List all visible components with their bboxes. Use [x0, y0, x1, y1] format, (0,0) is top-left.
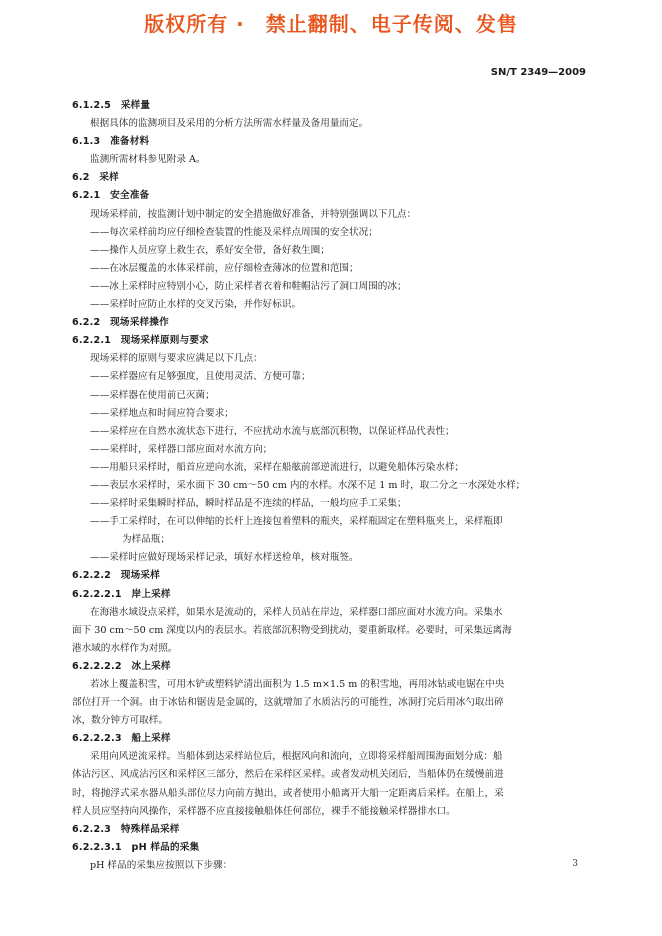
list-item: ——采样地点和时间应符合要求；: [90, 407, 234, 419]
paragraph-line: 样人员应坚持向风操作，采样器不应直接接触船体任何部位，裸手不能接触采样器排水口。: [72, 805, 456, 817]
paragraph-line: 部位打开一个洞。由于冰钻和锯齿是金属的，这就增加了水质沾污的可能性，冰洞打完后用冰勺取出碎: [72, 697, 504, 709]
page-number: 3: [572, 859, 578, 869]
list-item: ——操作人员应穿上救生衣，系好安全带，备好救生圈；: [90, 244, 330, 256]
list-item-continuation: 为样品瓶；: [122, 534, 170, 546]
section-heading: 6.1.3 准备材料: [72, 136, 150, 148]
paragraph-line: 现场采样前，按监测计划中制定的安全措施做好准备，并特别强调以下几点：: [90, 208, 417, 220]
paragraph-line: 港水域的水样作为对照。: [72, 642, 178, 654]
paragraph-line: 体沾污区、风成沾污区和采样区三部分，然后在采样区采样。或者发动机关闭后，当船体仍在缓慢前进: [72, 769, 504, 781]
list-item: ——表层水采样时，采水面下 30 cm～50 cm 内的水样。水深不足 1 m 时，取二分之一水深处水样；: [90, 479, 526, 491]
section-heading: 6.2.1 安全准备: [72, 190, 150, 202]
section-heading: 6.2.2.1 现场采样原则与要求: [72, 335, 209, 347]
section-heading: 6.2.2.2.2 冰上采样: [72, 660, 171, 672]
list-item: ——采样时，采样器口部应面对水流方向；: [90, 443, 273, 455]
document-body: [72, 97, 592, 875]
list-item: ——手工采样时，在可以伸缩的长杆上连接包着塑料的瓶夹，采样瓶固定在塑料瓶夹上，采样瓶即: [90, 516, 503, 528]
paragraph-line: 现场采样的原则与要求应满足以下几点：: [90, 353, 263, 365]
section-heading: 6.1.2.5 采样量: [72, 100, 151, 111]
list-item: ——在冰层覆盖的水体采样前，应仔细检查薄冰的位置和范围；: [90, 262, 359, 274]
list-item: ——采样时应防止水样的交叉污染，并作好标识。: [90, 299, 302, 311]
standard-code: SN/T 2349—2009: [490, 67, 586, 78]
paragraph-line: 冰，数分钟方可取样。: [72, 715, 168, 727]
section-heading: 6.2.2.3 特殊样品采样: [72, 823, 180, 835]
list-item: ——采样时采集瞬时样品，瞬时样品是不连续的样品，一般均应手工采集；: [90, 498, 407, 510]
list-item: ——采样应在自然水流状态下进行，不应扰动水流与底部沉积物，以保证样品代表性；: [90, 425, 455, 437]
list-item: ——采样器应有足够强度，且使用灵活、方便可靠；: [90, 371, 311, 383]
section-heading: 6.2.2 现场采样操作: [72, 317, 169, 329]
paragraph-line: 若冰上覆盖积雪，可用木铲或塑料铲清出面积为 1.5 m×1.5 m 的积雪地，再用冰钻或电锯在中央: [90, 679, 505, 690]
paragraph-line: pH 样品的采集应按照以下步骤：: [90, 859, 233, 871]
section-heading: 6.2.2.3.1 pH 样品的采集: [72, 841, 200, 853]
section-heading: 6.2 采样: [72, 172, 119, 184]
section-heading: 6.2.2.2.3 船上采样: [72, 733, 171, 745]
list-item: ——采样时应做好现场采样记录，填好水样送检单，核对瓶签。: [90, 552, 359, 564]
copyright-watermark: 版权所有 · 禁止翻制、电子传阅、发售: [144, 12, 518, 36]
list-item: ——冰上采样时应特别小心，防止采样者衣着和鞋帽沾污了洞口周围的冰；: [90, 280, 407, 292]
paragraph-line: 在海港水域设点采样，如果水是流动的，采样人员站在岸边，采样器口部应面对水流方向。采集水: [90, 606, 503, 618]
paragraph-line: 监测所需材料参见附录 A。: [90, 154, 206, 166]
paragraph-line: 面下 30 cm～50 cm 深度以内的表层水。若底部沉积物受到扰动，要重新取样。必要时，可采集远离海: [72, 624, 512, 636]
paragraph-line: 时，将抛浮式采水器从船头部位尽力向前方抛出，或者使用小船离开大船一定距离后采样。在船上，采: [72, 787, 504, 799]
paragraph-line: 采用向风逆流采样。当船体到达采样站位后，根据风向和流向，立即将采样船周围海面划分成：船: [90, 751, 503, 763]
list-item: ——每次采样前均应仔细检查装置的性能及采样点周围的安全状况；: [90, 226, 378, 238]
list-item: ——用船只采样时，船首应逆向水流，采样在船舷前部逆流进行，以避免船体污染水样；: [90, 461, 465, 473]
section-heading: 6.2.2.2 现场采样: [72, 570, 161, 582]
list-item: ——采样器在使用前已灭菌；: [90, 389, 215, 401]
paragraph-line: 根据具体的监测项目及采用的分析方法所需水样量及备用量而定。: [90, 118, 369, 130]
section-heading: 6.2.2.2.1 岸上采样: [72, 588, 171, 600]
